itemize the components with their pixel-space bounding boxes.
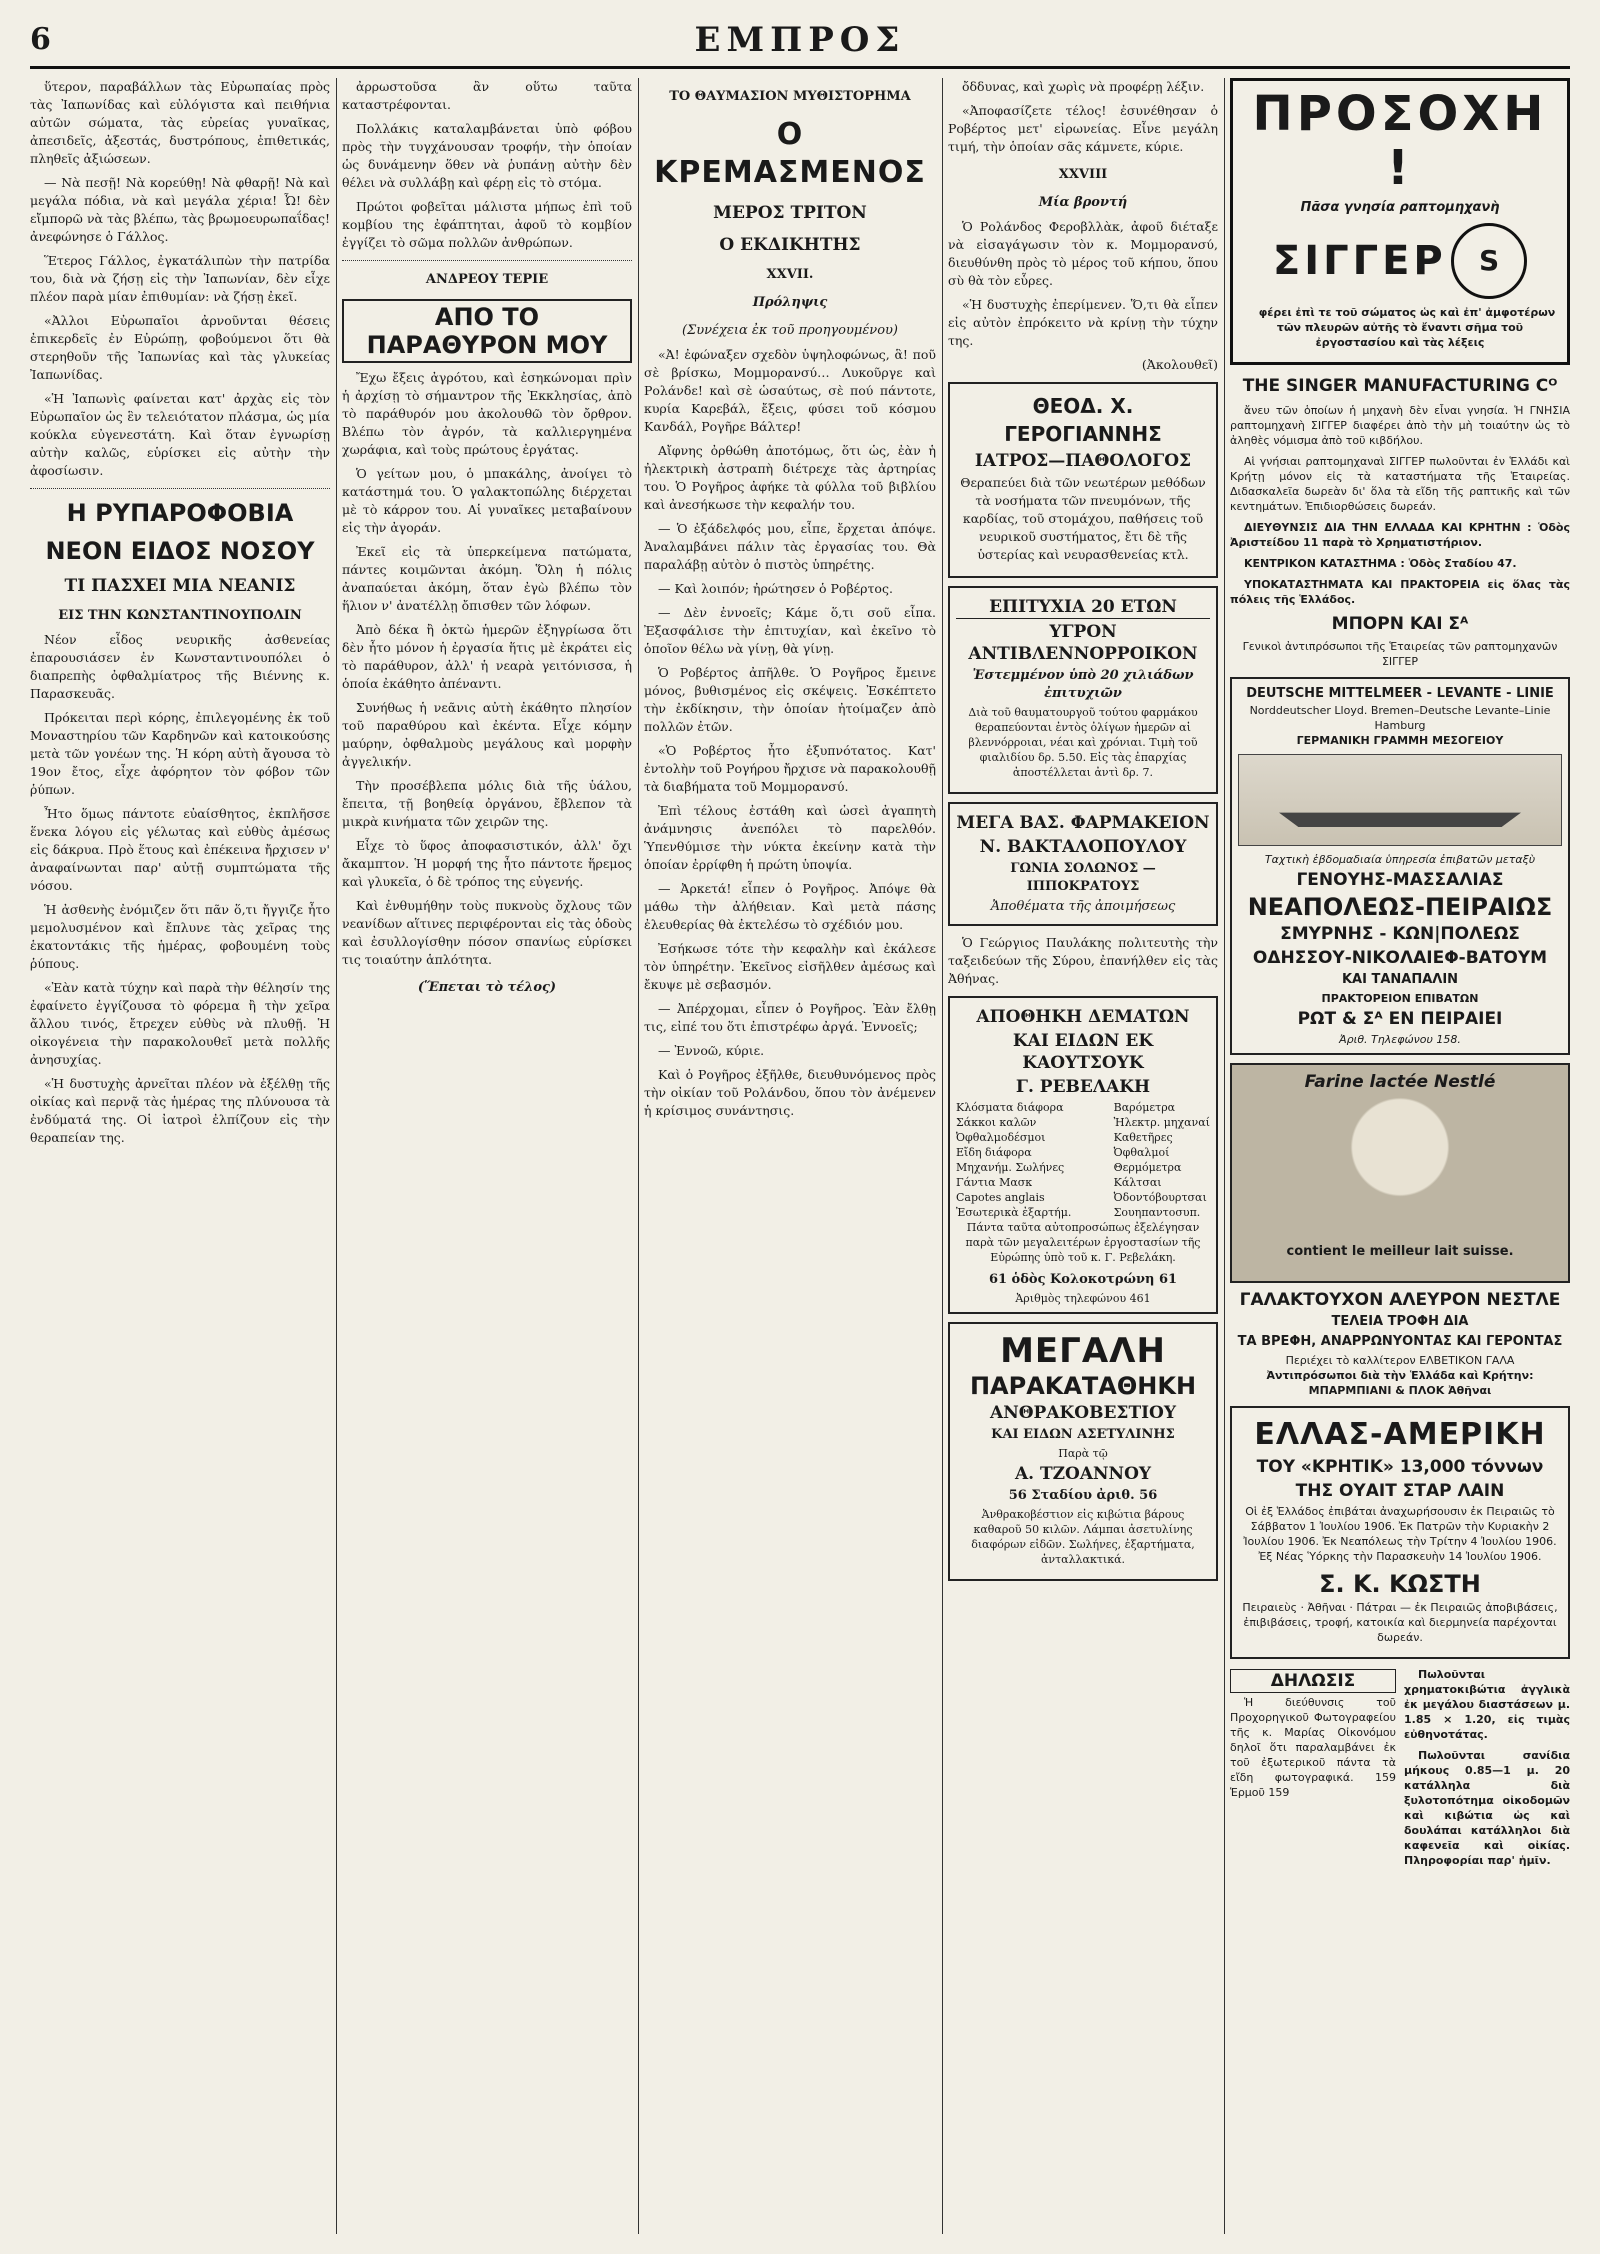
article-paragraph: — Δὲν ἐννοεῖς; Κάμε ὅ,τι σοῦ εἶπα. Ἐξασφάλισε τὴν ἐπιτυχίαν, καὶ ἐκεῖνο τὸ ὁποῖον θέλω νὰ γίνῃ, θὰ γίνῃ. — [644, 605, 936, 656]
continuation-note: (Ἀκολουθεῖ) — [1141, 357, 1218, 372]
singer-logo-icon: S — [1451, 223, 1527, 299]
ad-singer-store: ΚΕΝΤΡΙΚΟΝ ΚΑΤΑΣΤΗΜΑ : Ὁδὸς Σταδίου 47. — [1244, 557, 1517, 570]
ad-singer — [1230, 78, 1570, 365]
masthead — [30, 20, 1570, 69]
ad-nestle-brand: Farine lactée Nestlé — [1304, 1072, 1496, 1092]
article-paragraph: Πρώτοι φοβεῖται μάλιστα μήπως ἐπὶ τοῦ κομβίου της ἐφάπτηται, ἀφοῦ τὸ κομβίον ἐγγίζει τὸ σῶμα πολλῶν ἀνθρώπων. — [342, 199, 632, 250]
ad-america-agent: Σ. Κ. ΚΩΣΤΗ — [1319, 1570, 1481, 1598]
article-paragraph: Τὴν προσέβλεπα μόλις διὰ τῆς ὑάλου, ἔπειτα, τῇ βοηθείᾳ ὀργάνου, ἔβλεπον τὰ μικρὰ κινήματα τῶν χειρῶν της. — [342, 778, 632, 829]
ad-item: Κάλτσαι — [1113, 1176, 1162, 1189]
ad-doctor-title: ΙΑΤΡΟΣ—ΠΑΘΟΛΟΓΟΣ — [974, 451, 1192, 471]
ad-rubber-title: ΚΑΙ ΕΙΔΩΝ ΕΚ ΚΑΟΥΤΣΟΥΚ — [1012, 1031, 1154, 1073]
ad-shipping-route: ΝΕΑΠΟΛΕΩΣ-ΠΕΙΡΑΙΩΣ — [1247, 893, 1553, 921]
column-1 — [30, 78, 330, 2234]
chapter-title: Πρόληψις — [752, 295, 828, 310]
ship-illustration-icon — [1238, 754, 1562, 846]
ad-singer-agent: ΜΠΟΡΝ ΚΑΙ Σᴬ — [1331, 614, 1469, 634]
serial-part: ΜΕΡΟΣ ΤΡΙΤΟΝ — [713, 203, 867, 223]
ad-rubber-address: 61 ὁδὸς Κολοκοτρώνη 61 — [988, 1272, 1178, 1287]
ad-america-ship: ΤΟΥ «ΚΡΗΤΙΚ» 13,000 τόννων — [1256, 1457, 1544, 1477]
article-paragraph: Ἐσήκωσε τότε τὴν κεφαλὴν καὶ ἐκάλεσε τὸν ὑπηρέτην. Ἐκεῖνος εἰσῆλθεν ἀμέσως καὶ ἔκυψε μὲ σεβασμόν. — [644, 941, 936, 992]
ad-shipping-route: ΟΔΗΣΣΟΥ-ΝΙΚΟΛΑΙΕΦ-ΒΑΤΟΥΜ — [1252, 948, 1548, 968]
ad-singer-subtitle: Πᾶσα γνησία ραπτομηχανὴ — [1300, 200, 1500, 215]
serial-header: ΤΟ ΘΑΥΜΑΣΙΟΝ ΜΥΘΙΣΤΟΡΗΜΑ — [669, 89, 911, 104]
column-5 — [1230, 78, 1570, 2234]
ad-item: Σάκκοι καλῶν — [956, 1116, 1037, 1129]
ad-carbide — [948, 1322, 1218, 1581]
ad-singer-brand: ΣΙΓΓΕΡ — [1272, 238, 1447, 284]
article-paragraph: ἀρρωστοῦσα ἂν οὕτω ταῦτα καταστρέφονται. — [342, 79, 632, 112]
ad-shipping — [1230, 677, 1570, 1055]
article-paragraph: Πολλάκις καταλαμβάνεται ὑπὸ φόβου πρὸς τὴν τυγχάνουσαν τροφήν, τὴν ὁποίαν ὡς δυνάμενην ὅθεν νὰ ῥυπάνῃ αὐτὴν δὲν θέλει νὰ συλλάβῃ καὶ φέρῃ εἰς τὸ στόμα. — [342, 121, 632, 190]
ad-rubber-title: ΑΠΟΘΗΚΗ ΔΕΜΑΤΩΝ — [976, 1007, 1190, 1027]
article-paragraph: «Ἀποφασίζετε τέλος! ἐσυνέθησαν ὁ Ροβέρτος μετ' εἰρωνείας. Εἶνε μεγάλη τιμή, τὴν ὁποίαν σᾶς κάμνετε, κύριε. — [948, 103, 1218, 154]
ad-nestle-agent: Ἀντιπρόσωποι διὰ τὴν Ἑλλάδα καὶ Κρήτην: ΜΠΑΡΜΠΙΑΝΙ & ΠΛΟΚ Ἀθῆναι — [1266, 1369, 1534, 1397]
ad-rubber — [948, 996, 1218, 1314]
ad-carbide-text: Ἀνθρακοβέστιον εἰς κιβώτια βάρους καθαροῦ 50 κιλῶν. Λάμπαι ἀσετυλίνης διαφόρων εἰδῶν. Σωλήνες, ἐξαρτήματα, ἀνταλλακτικά. — [971, 1508, 1195, 1566]
article-paragraph: Ὁ Ροβέρτος ἀπῆλθε. Ὁ Ρογῆρος ἔμεινε μόνος, βυθισμένος εἰς σκέψεις. Ἐσκέπτετο τὴν ἐκδίκησιν, τὴν ὁποίαν ἠτοίμαζεν ἀπὸ πολλῶν ἐτῶν. — [644, 665, 936, 734]
article-paragraph: Συνήθως ἡ νεᾶνις αὐτὴ ἐκάθητο πλησίον τοῦ παραθύρου καὶ ἐκέντα. Εἶχε κόμην μαύρην, ὀφθαλμοὺς μεγάλους καὶ μορφὴν ἀγγελικήν. — [342, 700, 632, 769]
ad-item: Ὀφθαλμοί — [1113, 1146, 1170, 1159]
ad-america-text: Οἱ ἐξ Ἑλλάδος ἐπιβάται ἀναχωρήσουσιν ἐκ Πειραιῶς τὸ Σάββατον 1 Ἰουλίου 1906. Ἐκ Πατρῶν τὴν Κυριακὴν 2 Ἰουλίου 1906. Ἐκ Νεαπόλεως τὴν Τρίτην 4 Ἰουλίου 1906. Ἐξ Νέας Ὑόρκης τὴν Παρασκευὴν 14 Ἰουλίου 1906. — [1243, 1505, 1557, 1563]
ad-shipping-phone: Ἀριθ. Τηλεφώνου 158. — [1339, 1033, 1461, 1046]
article-subheadline: ΝΕΟΝ ΕΙΔΟΣ ΝΟΣΟΥ — [45, 537, 315, 565]
column-4 — [948, 78, 1218, 2234]
article-paragraph: Ὁ γείτων μου, ὁ μπακάλης, ἀνοίγει τὸ κατάστημά του. Ὁ γαλακτοπώλης διέρχεται μὲ τὸ κάρρον του. Αἱ γυναῖκες μεταβαίνουν εἰς τὴν ἀγοράν. — [342, 466, 632, 535]
page-number: 6 — [30, 22, 51, 57]
article-paragraph: ὄδδυνας, καὶ χωρὶς νὰ προφέρῃ λέξιν. — [962, 79, 1205, 94]
ad-america-line: ΤΗΣ ΟΥΑΙΤ ΣΤΑΡ ΛΑΙΝ — [1295, 1481, 1505, 1501]
ad-rubber-owner: Γ. ΡΕΒΕΛΑΚΗ — [1015, 1077, 1151, 1097]
ad-singer-branches: ΥΠΟΚΑΤΑΣΤΗΜΑΤΑ ΚΑΙ ΠΡΑΚΤΟΡΕΙΑ εἰς ὅλας τὰς πόλεις τῆς Ἑλλάδος. — [1230, 578, 1570, 606]
ad-pharmacy-address: ΓΩΝΙΑ ΣΟΛΩΝΟΣ — ΙΠΠΟΚΡΑΤΟΥΣ — [1010, 861, 1156, 894]
column-3 — [644, 78, 936, 2234]
article-paragraph: «Ἀ! ἐφώναξεν σχεδὸν ὑψηλοφώνως, ἃ! ποῦ σὲ βρίσκω, Μομμορανσύ… Λυκοῦργε καὶ Ρολάνδε! καὶ σὲ ὡσαύτως, σὲ πού πάντοτε, κυρία Καρεβάλ, ἔξεις, φύσει τοῦ κόσμου Κανδάλ, Ρογῆρε Βάλτερ! — [644, 347, 936, 434]
ad-rubber-items-right — [1114, 1100, 1210, 1220]
continuation-note: (Συνέχεια ἐκ τοῦ προηγουμένου) — [681, 323, 899, 338]
ad-item: Μηχανήμ. Σωλήνες — [956, 1161, 1065, 1174]
article-paragraph: Ἔχω ἔξεις ἀγρότου, καὶ ἐσηκώνομαι πρὶν ἡ ἀρχίσῃ τὸ σήμαντρον τῆς Ἐκκλησίας, ἀπὸ τὸ παράθυρόν μου ἀκολουθῶ τὸν ὄρθρον. Βλέπω τὸν ἀγρόν, τὰ καλλιεργημένα χωράφια, καὶ τοὺς πρώτους ἐργάτας. — [342, 370, 632, 457]
chapter-number: XXVIII — [1058, 167, 1108, 182]
ad-singer-agent-note: Γενικοὶ ἀντιπρόσωποι τῆς Ἑταιρείας τῶν ραπτομηχανῶν ΣΙΓΓΕΡ — [1242, 640, 1558, 668]
ad-carbide-address: 56 Σταδίου ἀριθ. 56 — [1008, 1488, 1158, 1503]
ad-item: Γάντια Μασκ — [956, 1176, 1033, 1189]
article-paragraph: «Ἀλλοι Εὐρωπαῖοι ἀρνοῦνται θέσεις ἐπικερδεῖς ἐν Εὐρώπῃ, φοβούμενοι ὅτι θὰ στερηθοῦν τῆς Ἰαπωνίας καὶ τὰς γλυκείας Ἰαπωνίδας. — [30, 313, 330, 382]
article-paragraph: Εἶχε τὸ ὕφος ἀποφασιστικόν, ἀλλ' ὄχι ἄκαμπτον. Ἡ μορφή της ἦτο πάντοτε ἥρεμος καὶ γλυκεῖα, ὁ δὲ τρόπος της εὐγενής. — [342, 838, 632, 889]
article-paragraph: Ὁ Γεώργιος Παυλάκης πολιτευτὴς τὴν ταξειδεύων τῆς Σύρου, ἐπανήλθεν εἰς τὰς Ἀθήνας. — [948, 935, 1218, 986]
ad-rubber-text: Πάντα ταῦτα αὐτοπροσώπως ἐξελέγησαν παρὰ τῶν μεγαλειτέρων ἐργοστασίων τῆς Εὐρώπης ὑπὸ τοῦ κ. Γ. Ρεβελάκη. — [965, 1221, 1201, 1264]
article-paragraph: — Ἀπέρχομαι, εἶπεν ὁ Ρογῆρος. Ἐὰν ἔλθῃ τις, εἰπέ του ὅτι ἐπιστρέφω ἀργά. Ἐννοεῖς; — [644, 1001, 936, 1034]
ad-shipping-route: ΣΜΥΡΝΗΣ - ΚΩΝ|ΠΟΛΕΩΣ — [1280, 924, 1520, 944]
ad-rubber-items-left — [956, 1100, 1071, 1220]
ad-item: Θερμόμετρα — [1113, 1161, 1182, 1174]
article-author: ΑΝΔΡΕΟΥ ΤΕΡΙΕ — [425, 272, 549, 287]
ad-nestle-title: ΓΑΛΑΚΤΟΥΧΟΝ ΑΛΕΥΡΟΝ ΝΕΣΤΛΕ — [1239, 1290, 1561, 1310]
ad-remedy-subtitle: Ἐστεμμένον ὑπὸ 20 χιλιάδων ἐπιτυχιῶν — [972, 668, 1194, 701]
ad-doctor — [948, 382, 1218, 578]
article-paragraph: Ἦτο ὅμως πάντοτε εὐαίσθητος, ἐκπλῆσσε ἕνεκα λόγου εἰς γέλωτας καὶ εὐθὺς ἀμέσως εἰς δάκρυα. Πρὸ ἕτους καὶ ἐπέκεινα ἤρχισεν ν' ἀναφαίνωνται παρ' αὐτῇ συμπτώματα τῆς νόσου. — [30, 806, 330, 893]
ad-america-offices: Πειραιεὺς · Ἀθῆναι · Πάτραι — ἐκ Πειραιῶς ἀποβιβάσεις, ἐπιβιβάσεις, τροφή, κατοικία καὶ διερμηνεία παρέχονται δωρεάν. — [1242, 1601, 1558, 1644]
ad-carbide-title: ΠΑΡΑΚΑΤΑΘΗΚΗ — [969, 1372, 1197, 1400]
ad-carbide-title: ΚΑΙ ΕΙΔΩΝ ΑΣΕΤΥΛΙΝΗΣ — [991, 1427, 1175, 1442]
nestle-baby-illustration-icon — [1230, 1063, 1570, 1283]
ad-carbide-owner: Α. ΤΖΟΑΝΝΟΥ — [1014, 1464, 1152, 1484]
ad-singer-company: THE SINGER MANUFACTURING Cᴼ — [1242, 376, 1558, 396]
ad-remedy-head: ΕΠΙΤΥΧΙΑ 20 ΕΤΩΝ — [956, 596, 1210, 619]
ad-item: Ὀφθαλμοδέσμοι — [956, 1131, 1046, 1144]
divider — [342, 260, 632, 261]
article-paragraph: — Καὶ λοιπόν; ἠρώτησεν ὁ Ροβέρτος. — [658, 581, 893, 596]
ad-nestle-subtitle: ΤΑ ΒΡΕΦΗ, ΑΝΑΡΡΩΝΥΟΝΤΑΣ ΚΑΙ ΓΕΡΟΝΤΑΣ — [1237, 1334, 1563, 1349]
article-paragraph: «Ἡ δυστυχὴς ἐπερίμενεν. Ὅ,τι θὰ εἶπεν εἰς αὐτὸν ἐπρόκειτο νὰ κρίνῃ τὴν τύχην της. — [948, 297, 1218, 348]
ad-remedy — [948, 586, 1218, 794]
ad-singer-headline: ΠΡΟΣΟΧΗ ! — [1252, 86, 1548, 196]
chapter-number: XXVII. — [766, 267, 814, 282]
article-paragraph: — Ἀρκετά! εἶπεν ὁ Ρογῆρος. Ἀπόψε θὰ μάθω τὴν ἀλήθειαν. Καὶ μετὰ πάσης ἐλευθερίας θὰ ἐκτελέσω τὸ σχέδιόν μου. — [644, 881, 936, 932]
article-paragraph: «Ἐὰν κατὰ τύχην καὶ παρὰ τὴν θέλησίν της ἐφαίνετο ἐγγίζουσα τὸ φόρεμα ἢ τὴν χεῖρα ἄλλου τινός, ἔτρεχεν εὐθὺς νὰ πλυθῇ. Ἡ οἰκογένεια τὴν παρακολουθεῖ μετὰ πολλῆς ἀνησυχίας. — [30, 980, 330, 1067]
article-paragraph: «Ἡ δυστυχὴς ἀρνεῖται πλέον νὰ ἐξέλθῃ τῆς οἰκίας καὶ περνᾷ τὰς ἡμέρας της πλύνουσα τὰ ἐνδύματά της. Οἱ ἰατροὶ ἐλπίζουν εἰς τὴν θεραπείαν της. — [30, 1076, 330, 1145]
ad-rubber-items — [956, 1100, 1210, 1220]
ad-notice-title: ΔΗΛΩΣΙΣ — [1230, 1669, 1396, 1693]
article-paragraph: — Ἐννοῶ, κύριε. — [658, 1043, 765, 1058]
ad-nestle-text: Περιέχει τὸ καλλίτερον ΕΛΒΕΤΙΚΟΝ ΓΑΛΑ — [1285, 1354, 1515, 1367]
article-headline: Η ΡΥΠΑΡΟΦΟΒΙΑ — [66, 499, 294, 527]
column-rule — [1224, 78, 1225, 2234]
article-paragraph: Ὁ Ρολάνδος Φεροβλλὰκ, ἀφοῦ διέταξε νὰ εἰσαγάγωσιν τὸν κ. Μομμορανσύ, διευθύνθη πρὸς τὸ μέρος τοῦ κήπου, ὅπου σὺ θὰ τὸν εὗρες. — [948, 219, 1218, 288]
ad-shipping-agent: ΡΩΤ & Σᴬ ΕΝ ΠΕΙΡΑΙΕΙ — [1297, 1009, 1503, 1029]
ad-item: Καθετῆρες — [1113, 1131, 1173, 1144]
article-paragraph: «Ἡ Ἰαπωνὶς φαίνεται κατ' ἀρχὰς εἰς τὸν Εὐρωπαῖον ὡς ἓν τελειότατον πλάσμα, ὡς μία κούκλα εὐγενεστάτη. Καὶ ὅταν ἐγνωρίσῃ αὐτὴν καλῶς, εὑρίσκει εἰς αὐτὴν τὴν ἀφοσίωσιν. — [30, 391, 330, 478]
ad-carbide-by: Παρὰ τῷ — [1058, 1447, 1108, 1460]
column-rule — [336, 78, 337, 2234]
ad-remedy-text: Διὰ τοῦ θαυματουργοῦ τούτου φαρμάκου θεραπεύονται ἐντὸς ὀλίγων ἡμερῶν αἱ βλεννόρροιαι, νέαι καὶ χρόνιαι. Τιμὴ τοῦ φιαλιδίου δρ. 5.50. Εἰς τὰς ἐπαρχίας ἀποστέλλεται ἀντὶ δρ. 7. — [968, 706, 1198, 779]
ad-shipping-greek: ΓΕΡΜΑΝΙΚΗ ΓΡΑΜΜΗ ΜΕΣΟΓΕΙΟΥ — [1296, 734, 1504, 747]
ad-pharmacy-note: Ἀποθέματα τῆς ἀποιμήσεως — [990, 899, 1176, 914]
ad-item: Βαρόμετρα — [1113, 1101, 1176, 1114]
ad-item: Capotes anglais — [956, 1191, 1045, 1204]
ad-notice — [1230, 1667, 1396, 1874]
article-paragraph: Αἴφνης ὀρθώθη ἀποτόμως, ὅτι ὡς, ἐὰν ἡ ἠλεκτρικὴ ἀστραπὴ διέτρεχε τὰς ἀρτηρίας του. Ὁ Ρογῆρος ἀφήκε τὰ φύλλα τοῦ βιβλίου καὶ ἀνεσήκωσε τὴν κεφαλήν του. — [644, 443, 936, 512]
ad-item: Κλόσματα διάφορα — [956, 1101, 1064, 1114]
ad-shipping-route: ΚΑΙ ΤΑΝΑΠΑΛΙΝ — [1341, 972, 1459, 987]
serial-subtitle: Ο ΕΚΔΙΚΗΤΗΣ — [719, 235, 861, 255]
ad-nestle-caption: contient le meilleur lait suisse. — [1286, 1244, 1514, 1259]
ad-remedy-title: ΥΓΡΟΝ ΑΝΤΙΒΛΕΝΝΟΡΡΟΙΚΟΝ — [968, 622, 1198, 664]
ad-shipping-route: ΓΕΝΟΥΗΣ-ΜΑΣΣΑΛΙΑΣ — [1296, 870, 1504, 890]
ad-item: Σουηπαντοσυπ. — [1113, 1206, 1201, 1219]
paper-name: ΕΜΠΡΟΣ — [694, 20, 906, 60]
ad-pharmacy-name: Ν. ΒΑΚΤΑΛΟΠΟΥΛΟΥ — [979, 837, 1187, 857]
ad-shipping-agency: ΠΡΑΚΤΟΡΕΙΟΝ ΕΠΙΒΑΤΩΝ — [1321, 992, 1479, 1005]
ad-america — [1230, 1406, 1570, 1659]
article-paragraph: Ἕτερος Γάλλος, ἐγκατάλιπὼν τὴν πατρίδα του, διὰ νὰ ζήσῃ εἰς τὴν Ἰαπωνίαν, δὲν εἶχε πλέον παρὰ μίαν ἐπιθυμίαν: νὰ ζήσῃ ἐκεῖ. — [30, 253, 330, 304]
article-paragraph: — Νὰ πεσῇ! Νὰ κορεύθῃ! Νὰ φθαρῇ! Νὰ καὶ μεγάλα πόδια, νὰ καὶ μεγάλα χέρια! Ὦ! δὲν εἴμπορῶ νὰ τὰς βλέπω, τὰς βρωμοευρωπαΐδας! ἀνεφώνησε ὁ Γάλλος. — [30, 175, 330, 244]
ad-nestle-subtitle: ΤΕΛΕΙΑ ΤΡΟΦΗ ΔΙΑ — [1331, 1314, 1469, 1329]
article-paragraph: Ἡ ἀσθενὴς ἐνόμιζεν ὅτι πᾶν ὅ,τι ἤγγιζε ἦτο μεμολυσμένον καὶ ἔπλυνε τὰς χεῖρας της ἑκατοντάκις τῆς ἡμέρας, φοβουμένη τοὺς ῥύπους. — [30, 902, 330, 971]
article-paragraph: Νέον εἶδος νευρικῆς ἀσθενείας ἐπαρουσιάσεν ἐν Κωνσταντινουπόλει ὁ διαπρεπὴς ὀφθαλμίατρος τῆς Βιέννης κ. Παρασκευᾶς. — [30, 632, 330, 701]
article-paragraph: Καὶ ὁ Ρογῆρος ἐξῆλθε, διευθυνόμενος πρὸς τὴν οἰκίαν τοῦ Ρολάνδου, ὅπου τὸν ἀνέμενεν ἡ κρίσιμος συνάντησις. — [644, 1067, 936, 1118]
article-paragraph: «Ὁ Ροβέρτος ἦτο ἐξυπνότατος. Κατ' ἐντολὴν τοῦ Ρογήρου ἤρχισε νὰ παρακολουθῇ τὰ διαβήματα τοῦ Μομμορανσύ. — [644, 743, 936, 794]
ad-carbide-title: ΑΝΘΡΑΚΟΒΕΣΤΙΟΥ — [990, 1403, 1176, 1423]
ad-shipping-note: Ταχτικὴ ἑβδομαδιαία ὑπηρεσία ἐπιβατῶν μεταξὺ — [1264, 853, 1536, 866]
ad-pharmacy-title: ΜΕΓΑ ΒΑΣ. ΦΑΡΜΑΚΕΙΟΝ — [956, 813, 1210, 833]
ad-shipping-subtitle: Norddeutscher Lloyd. Bremen–Deutsche Levante–Linie Hamburg — [1249, 704, 1551, 732]
ad-item: Ἠλεκτρ. μηχαναί — [1113, 1116, 1210, 1129]
article-paragraph: ὕτερον, παραβάλλων τὰς Εὐρωπαίας πρὸς τὰς Ἰαπωνίδας καὶ εὐλόγιστα καὶ πειθήνια αὐτῶν σώματα, τὰς εὐρείας γυναῖκας, ἀπεσιδεῖς, ἀξεστάς, δυστρόπους, ἐπιθετικάς, πληθεῖς ἀξιώσεων. — [30, 79, 330, 166]
column-2 — [342, 78, 632, 2234]
article-subheadline: ΤΙ ΠΑΣΧΕΙ ΜΙΑ ΝΕΑΝΙΣ — [64, 576, 296, 596]
article-headline: ΑΠΟ ΤΟ ΠΑΡΑΘΥΡΟΝ ΜΟΥ — [342, 299, 632, 363]
ad-sale-text: Πωλοῦνται χρηματοκιβώτια ἀγγλικὰ ἐκ μεγάλου διαστάσεων μ. 1.85 × 1.20, εἰς τιμὰς εὐθηνοτάτας. — [1404, 1668, 1570, 1741]
ad-notice-text: Ἡ διεύθυνσις τοῦ Προχορηγικοῦ Φωτογραφείου τῆς κ. Μαρίας Οἰκονόμου δηλοῖ ὅτι παραλαμβάνει ἐκ τοῦ ἐξωτερικοῦ πάντα τὰ εἴδη φωτογραφικά. 159 Ἑρμοῦ 159 — [1230, 1696, 1396, 1799]
ad-singer-address: ΔΙΕΥΘΥΝΣΙΣ ΔΙΑ ΤΗΝ ΕΛΛΑΔΑ ΚΑΙ ΚΡΗΤΗΝ : Ὁδὸς Ἀριστείδου 11 παρὰ τὸ Χρηματιστήριον. — [1230, 521, 1570, 549]
column-rule — [638, 78, 639, 2234]
ad-sale-text: Πωλοῦνται σανίδια μήκους 0.85—1 μ. 20 κατάλληλα διὰ ξυλοτοπότημα οἰκοδομῶν καὶ κιβώτια ὡς καὶ δουλάπαι κατάλληλοι διὰ καφενεῖα καὶ οἰκίας. Πληροφορίαι παρ' ἡμῖν. — [1404, 1749, 1570, 1867]
article-paragraph: Πρόκειται περὶ κόρης, ἐπιλεγομένης ἐκ τοῦ Μοναστηρίου τῶν Καρδηνῶν καὶ κατοικούσης μετὰ τῶν γονέων της. Ἡ κόρη αὐτὴ ἄγουσα τὸ 19ον ἔτος, εἶχε ἀφόρητον τὸν φόβον τῶν ῥύπων. — [30, 710, 330, 797]
article-paragraph: Ἐπὶ τέλους ἐστάθη καὶ ὡσεὶ ἀγαπητὴ ἀνάμνησις ἀνεπόλει τὸ παρελθόν. Ὑπενθύμισε τὴν νύκτα ἐκείνην κατὰ τὴν ὁποίαν ἐρρίφθη ἡ πρώτη ὑποψία. — [644, 803, 936, 872]
article-dateline: ΕΙΣ ΤΗΝ ΚΩΝΣΤΑΝΤΙΝΟΥΠΟΛΙΝ — [58, 608, 302, 623]
ad-america-title: ΕΛΛΑΣ-ΑΜΕΡΙΚΗ — [1254, 1417, 1546, 1452]
ad-singer-text: ἄνευ τῶν ὁποίων ἡ μηχανὴ δὲν εἶναι γνησία. Ἡ ΓΝΗΣΙΑ ραπτομηχανὴ ΣΙΓΓΕΡ διαφέρει ἀπὸ τὴν μὴ τοιαύτην ὡς τὸ ἀληθὲς νόμισμα ἀπὸ τοῦ κιβδήλου. — [1230, 404, 1570, 447]
article-paragraph: Καὶ ἐνθυμήθην τοὺς πυκνοὺς ὄχλους τῶν νεανίδων αἵτινες περιφέρονται εἰς τὰς ὁδοὺς καὶ ἐσυλλογίσθην πόσον σπανίως εὑρίσκει τις τοιαύτην ἁπλότητα. — [342, 898, 632, 967]
ad-item: Ὀδοντόβουρτσαι — [1113, 1191, 1207, 1204]
divider — [30, 488, 330, 489]
ad-doctor-name: ΘΕΟΔ. Χ. ΓΕΡΟΓΙΑΝΝΗΣ — [1004, 394, 1162, 446]
serial-title: Ο ΚΡΕΜΑΣΜΕΝΟΣ — [654, 117, 926, 190]
article-paragraph: Ἐκεῖ εἰς τὰ ὑπερκείμενα πατώματα, πάντες κοιμῶνται ἀκόμη. Ὅλη ἡ πόλις ἀναπαύεται ἀκόμη, ὅταν ἐγὼ βλέπω τὸν ἥλιον ν' ἀνατέλλῃ ὄπισθεν τῶν λόφων. — [342, 544, 632, 613]
article-paragraph: — Ὁ ἐξάδελφός μου, εἶπε, ἔρχεται ἀπόψε. Ἀναλαμβάνει πάλιν τὰς ἐργασίας του. Θὰ παραλάβῃ αὐτὸν ὁ πιστὸς ὑπηρέτης. — [644, 521, 936, 572]
ad-rubber-phone: Ἀριθμὸς τηλεφώνου 461 — [1015, 1292, 1151, 1305]
ad-singer-text: φέρει ἐπὶ τε τοῦ σώματος ὡς καὶ ἐπ' ἀμφοτέρων τῶν πλευρῶν αὐτῆς τὸ ἔναντι σῆμα τοῦ ἐργοστασίου καὶ τὰς λέξεις — [1258, 306, 1556, 349]
ad-doctor-text: Θεραπεύει διὰ τῶν νεωτέρων μεθόδων τὰ νοσήματα τῶν πνευμόνων, τῆς καρδίας, τοῦ στομάχου, παθήσεις τοῦ νευρικοῦ συστήματος, ἔτι δὲ τῆς ὑστερίας καὶ νευρασθενείας κτλ. — [960, 475, 1206, 562]
ad-item: Ἐσωτερικὰ ἐξαρτήμ. — [956, 1206, 1072, 1219]
ad-carbide-title: ΜΕΓΑΛΗ — [1000, 1331, 1166, 1371]
ad-sale — [1404, 1667, 1570, 1874]
ad-singer-text: Αἱ γνήσιαι ραπτομηχαναὶ ΣΙΓΓΕΡ πωλοῦνται ἐν Ἑλλάδι καὶ Κρήτῃ μόνον εἰς τὰ καταστήματα τῆς Ἑταιρείας. Διδασκαλεῖα δωρεὰν δι' ὅλα τὰ εἴδη τῆς ραπτικῆς καὶ τῶν κεντημάτων. Ἐπιδιορθώσεις δωρεάν. — [1230, 455, 1570, 513]
ad-item: Εἴδη διάφορα — [956, 1146, 1032, 1159]
chapter-title: Μία βροντή — [1038, 195, 1128, 210]
article-paragraph: Ἀπὸ δέκα ἢ ὀκτὼ ἡμερῶν ἐξηγρίωσα ὅτι δὲν ἦτο μόνον ἡ ἐργασία ἥτις μὲ ἐκράτει εἰς τὸ παράθυρον, ἀλλ' ἡ νεαρὰ γειτόνισσα, ἡ ὁποία ἐκάθητο ἀπέναντι. — [342, 622, 632, 691]
column-rule — [942, 78, 943, 2234]
continuation-note: (Ἕπεται τὸ τέλος) — [417, 980, 557, 995]
ad-shipping-title: DEUTSCHE MITTELMEER - LEVANTE - LINIE — [1246, 686, 1554, 701]
ad-pharmacy — [948, 802, 1218, 926]
